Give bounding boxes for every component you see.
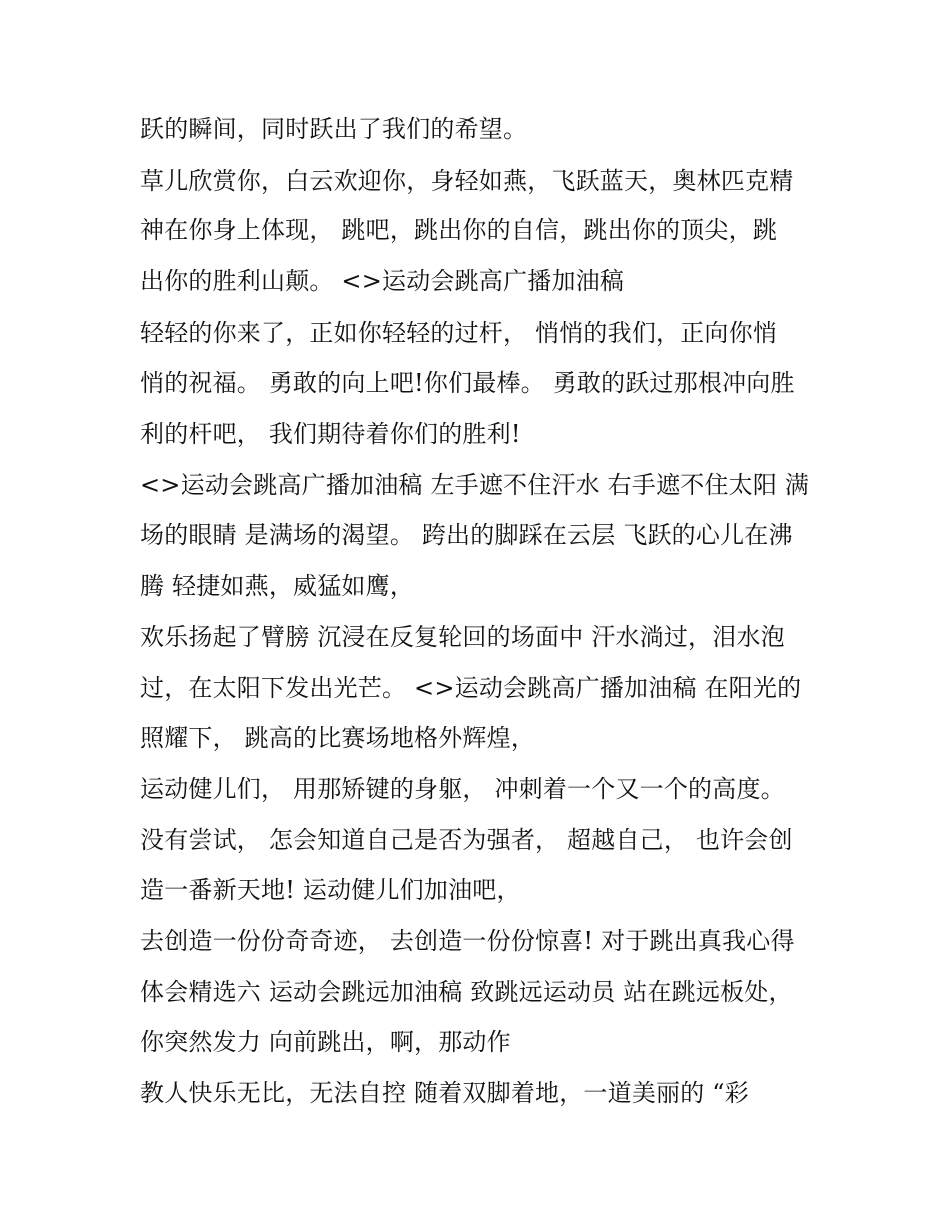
- text-line: 神在你身上体现， 跳吧，跳出你的自信，跳出你的顶尖，跳: [140, 216, 778, 244]
- text-line: 去创造一份份奇奇迹， 去创造一份份惊喜! 对于跳出真我心得: [140, 927, 795, 955]
- text-line: 腾 轻捷如燕，威猛如鹰，: [140, 572, 415, 600]
- text-line: 没有尝试， 怎会知道自己是否为强者， 超越自己， 也许会创: [140, 826, 793, 854]
- text-line: <>运动会跳高广播加油稿 左手遮不住汗水 右手遮不住太阳 满: [140, 471, 810, 499]
- text-line: 照耀下， 跳高的比赛场地格外辉煌，: [140, 724, 536, 752]
- text-line: 出你的胜利山颠。 <>运动会跳高广播加油稿: [140, 267, 625, 295]
- text-line: 体会精选六 运动会跳远加油稿 致跳远运动员 站在跳远板处，: [140, 978, 793, 1006]
- text-line: 造一番新天地! 运动健儿们加油吧，: [140, 876, 521, 904]
- text-line: 过，在太阳下发出光芒。 <>运动会跳高广播加油稿 在阳光的: [140, 674, 802, 702]
- text-line: 教人快乐无比，无法自控 随着双脚着地，一道美丽的 “彩: [140, 1079, 749, 1107]
- text-line: 运动健儿们， 用那矫键的身躯， 冲刺着一个又一个的高度。: [140, 775, 785, 803]
- text-line: 欢乐扬起了臂膀 沉浸在反复轮回的场面中 汗水淌过，泪水泡: [140, 623, 785, 651]
- text-line: 你突然发力 向前跳出，啊，那动作: [140, 1028, 511, 1056]
- text-line: 草儿欣赏你，白云欢迎你，身轻如燕，飞跃蓝天，奥林匹克精: [140, 167, 794, 195]
- text-line: 利的杆吧， 我们期待着你们的胜利!: [140, 420, 521, 448]
- text-line: 悄的祝福。 勇敢的向上吧!你们最棒。 勇敢的跃过那根冲向胜: [140, 369, 795, 397]
- text-line: 轻轻的你来了，正如你轻轻的过杆， 悄悄的我们，正向你悄: [140, 319, 778, 347]
- text-line: 场的眼睛 是满场的渴望。 跨出的脚踩在云层 飞跃的心儿在沸: [140, 521, 793, 549]
- text-line: 跃的瞬间，同时跃出了我们的希望。: [140, 115, 528, 143]
